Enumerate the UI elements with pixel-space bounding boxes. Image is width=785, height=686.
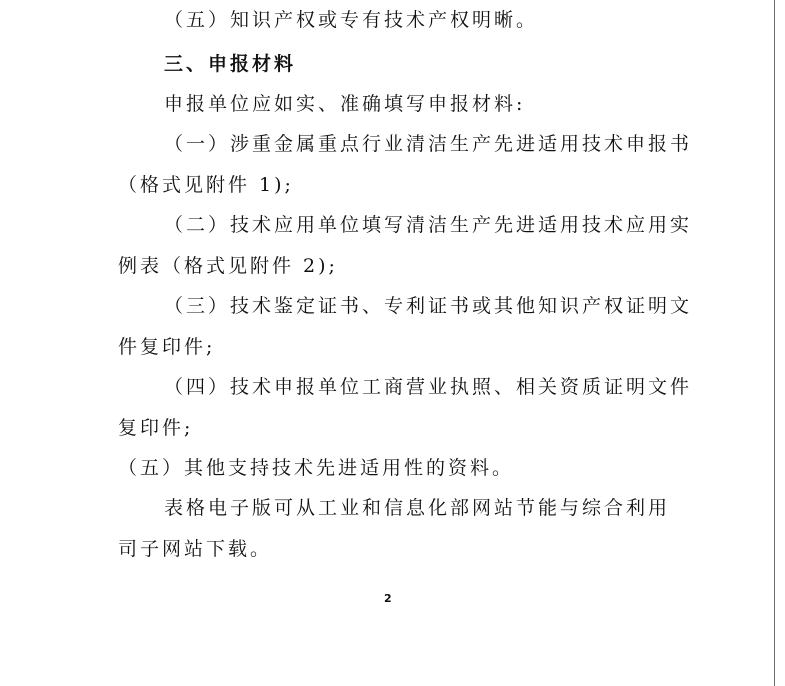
list-item-1-line-2: （格式见附件 1); [118,174,294,196]
section-heading: 三、申报材料 [164,53,297,75]
page-number: 2 [384,592,392,605]
page-edge-border [774,0,775,686]
paragraph-line-3: 表格电子版可从工业和信息化部网站节能与综合利用 [164,497,671,519]
list-item-4-line-2: 复印件; [118,417,194,439]
paragraph-line-1: （五）知识产权或专有技术产权明晰。 [164,9,539,31]
list-item-3-line-2: 件复印件; [118,336,216,358]
paragraph-line-2: 申报单位应如实、准确填写申报材料: [164,93,526,115]
list-item-3-line-1: （三）技术鉴定证书、专利证书或其他知识产权证明文 [164,295,693,317]
list-item-5: （五）其他支持技术先进适用性的资料。 [118,457,515,479]
list-item-2-line-2: 例表（格式见附件 2); [118,255,338,277]
list-item-2-line-1: （二）技术应用单位填写清洁生产先进适用技术应用实 [164,214,693,236]
list-item-1-line-1: （一）涉重金属重点行业清洁生产先进适用技术申报书 [164,133,693,155]
paragraph-line-4: 司子网站下载。 [118,538,273,560]
list-item-4-line-1: （四）技术申报单位工商营业执照、相关资质证明文件 [164,376,693,398]
